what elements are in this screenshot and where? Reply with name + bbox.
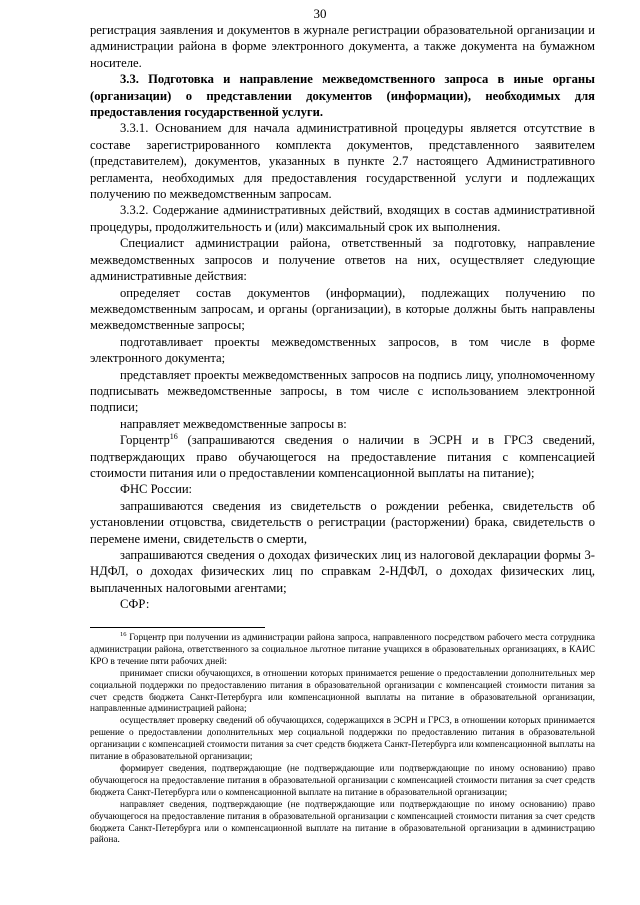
footnote-item-sends: направляет сведения, подтверждающие (не подтверждающие или подтверждающие по иному основанию) право обучающегося на предоставление питания в образовательной организации с компенсацией стоимости питания за счет средств бюджета Санкт-Петербурга или о компенсационной выплате на питание в образовательной организации в администрацию района. xyxy=(90,799,595,846)
paragraph-sfr: СФР: xyxy=(120,597,150,612)
section-heading: 3.3. Подготовка и направление межведомственного запроса в иные органы (организации) о представлении документов (информации), необходимых для предоставления государственной услуги. xyxy=(90,72,595,120)
paragraph-presents: представляет проекты межведомственных запросов на подпись лицу, уполномоченному подписывать межведомственные запросы, в том числе с использованием электронной подписи; xyxy=(90,367,595,415)
footnote xyxy=(90,630,595,847)
main-text xyxy=(90,22,595,613)
page-number: 30 xyxy=(313,6,327,21)
paragraph-fns-income: запрашиваются сведения о доходах физических лиц из налоговой декларации формы 3-НДФЛ, о доходах физических лиц по справкам 2-НДФЛ, о доходах физических лиц, выплаченных налоговыми агентами; xyxy=(90,548,595,595)
footnote-item-checks: осуществляет проверку сведений об обучающихся, содержащихся в ЭСРН и ГРСЗ, в отношении которых принимается решение о предоставлении дополнительных мер социальной поддержки по предоставлению питания в образовательной организации с компенсацией стоимости питания за счет средств бюджета Санкт-Петербурга или компенсационной выплаты на питание в образовательной организации; xyxy=(90,716,595,763)
footnote-divider xyxy=(90,627,265,628)
gorcentr-name: Горцентр xyxy=(120,433,170,448)
paragraph-3-3-1: 3.3.1. Основанием для начала административной процедуры является отсутствие в составе зарегистрированного комплекта документов, представленного заявителем (представителем), документов, указанных в пункте 2.7 настоящего Административного регламента, необходимых для предоставления государственной услуги и подлежащих получению по межведомственным запросам. xyxy=(90,121,595,202)
footnote-item-forms: формирует сведения, подтверждающие (не подтверждающие или подтверждающие по иному основанию) право обучающегося на предоставление питания в образовательной организации с компенсацией стоимости питания за счет средств бюджета Санкт-Петербурга или о компенсационной выплате на питание в образовательной организации; xyxy=(90,763,595,798)
paragraph-sends: направляет межведомственные запросы в: xyxy=(120,416,347,431)
paragraph-registration: регистрация заявления и документов в журнале регистрации образовательной организации и администрации района в форме электронного документа, а также документа на бумажном носителе. xyxy=(90,23,595,70)
footnote-intro: $^{16}$ Горцентр при получении из администрации района запроса, направленного посредством рабочего места сотрудника администрации района, ответственного за социальное льготное питание учащихся в образовательных организациях, в КАИС КРО в течение пяти рабочих дней: xyxy=(90,630,595,667)
paragraph-prepares: подготавливает проекты межведомственных запросов, в том числе в форме электронного документа; xyxy=(90,334,595,366)
paragraph-specialist: Специалист администрации района, ответственный за подготовку, направление межведомственных запросов и получение ответов на них, осуществляет следующие административные действия: xyxy=(90,236,595,284)
paragraph-gorcentr xyxy=(90,432,595,481)
gorcentr-text: (запрашиваются сведения о наличии в ЭСРН и в ГРСЗ сведений, подтверждающих право обучающегося на предоставление питания с компенсацией стоимости питания или о предоставлении компенсационной выплаты на питание); xyxy=(90,433,595,480)
paragraph-determines: определяет состав документов (информации), подлежащих получению по межведомственным запросам, и органы (организации), в которые должны быть направлены межведомственные запросы; xyxy=(90,285,595,333)
footnote-ref: 16 xyxy=(169,431,178,441)
paragraph-fns-birth: запрашиваются сведения из свидетельств о рождении ребенка, свидетельств об установлении отцовства, свидетельств о регистрации (расторжении) брака, свидетельств о перемене имени, свидетельств о смерти, xyxy=(90,498,595,546)
footnote-number: 16 xyxy=(120,630,127,638)
paragraph-3-3-2: 3.3.2. Содержание административных действий, входящих в состав административной процедуры, продолжительность и (или) максимальный срок их выполнения. xyxy=(90,203,595,234)
footnote-item-accepts: принимает списки обучающихся, в отношении которых принимается решение о предоставлении дополнительных мер социальной поддержки по предоставлению питания в образовательной организации с компенсацией стоимости питания за счет средств бюджета Санкт-Петербурга или компенсационной выплаты на питание в образовательной организации, направленные администрацией района; xyxy=(90,668,595,715)
paragraph-fns: ФНС России: xyxy=(120,482,193,497)
